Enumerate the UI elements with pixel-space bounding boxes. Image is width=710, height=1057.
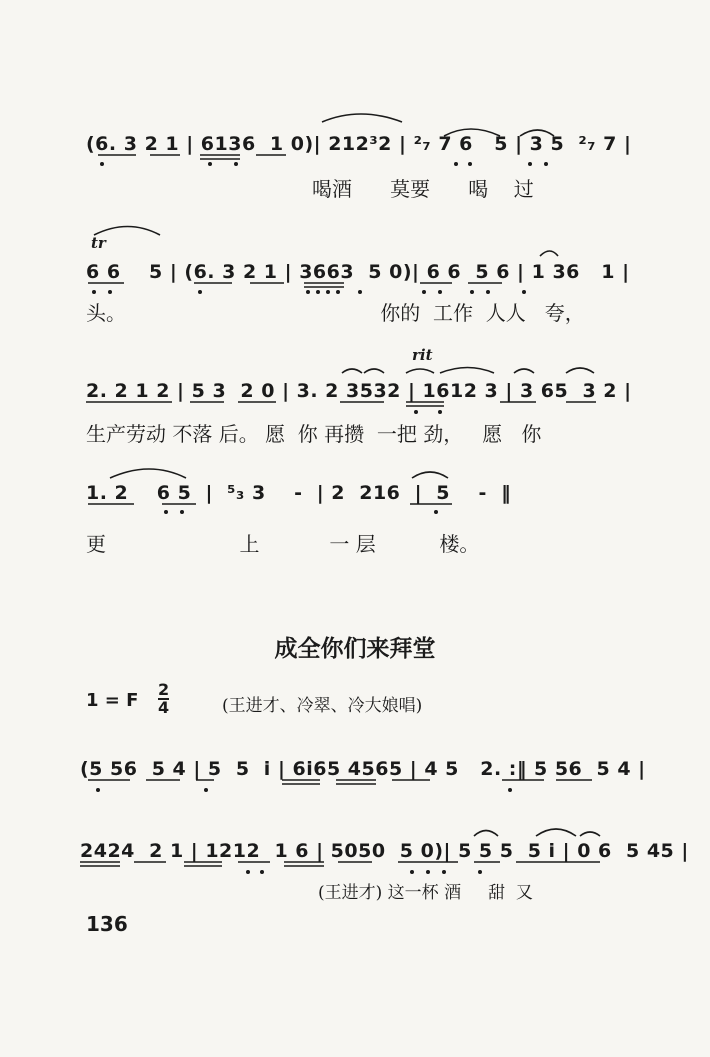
notation-line: 2424 2 1 | 1212 1 6 | 5050 5 0)| 5 5 5 5 i | 0 6 5 45 |: [80, 840, 689, 862]
lyric-line: (王进才) 这一杯 酒 甜 又: [318, 883, 533, 903]
notation-line: 2. 2 1 2 | 5 3 2 0 | 3. 2 3532 | 1612 3 | 3 65 3 2 |: [86, 380, 632, 402]
key-signature: 1 = F: [86, 690, 139, 711]
trill-mark: tr: [91, 234, 106, 252]
lyric-line: 生产劳动 不落 后。 愿 你 再攒 一把 劲， 愿 你: [86, 422, 542, 446]
meter-top: 2: [158, 680, 170, 699]
song-title: 成全你们来拜堂: [274, 636, 436, 662]
notation-line: 6 6 5 | (6. 3 2 1 | 3663 5 0)| 6 6 5 6 | 1 36 1 |: [86, 261, 630, 283]
notation-line: (6. 3 2 1 | 6136 1 0)| 212³2 | ²₇ 7 6 5 | 3 5 ²₇ 7 |: [86, 133, 632, 155]
notation-line: (5 56 5 4 | 5 5 i | 6i65 4565 | 4 5 2. :‖ 5 56 5 4 |: [80, 758, 646, 780]
lyric-line: 喝酒 莫要 喝 过: [312, 177, 534, 201]
ritardando-mark: rit: [412, 346, 433, 364]
meter-bottom: 4: [158, 698, 170, 717]
singers-credit: (王进才、冷翠、冷大娘唱): [222, 696, 423, 716]
page-number: 136: [86, 912, 128, 936]
notation-line: 1. 2 6 5 | ⁵₃ 3 - | 2 216 | 5 - ‖: [86, 482, 512, 504]
lyric-line: 更 上 一 层 楼。: [86, 532, 480, 556]
lyric-line: 头。 你的 工作 人人 夸，: [86, 301, 585, 325]
